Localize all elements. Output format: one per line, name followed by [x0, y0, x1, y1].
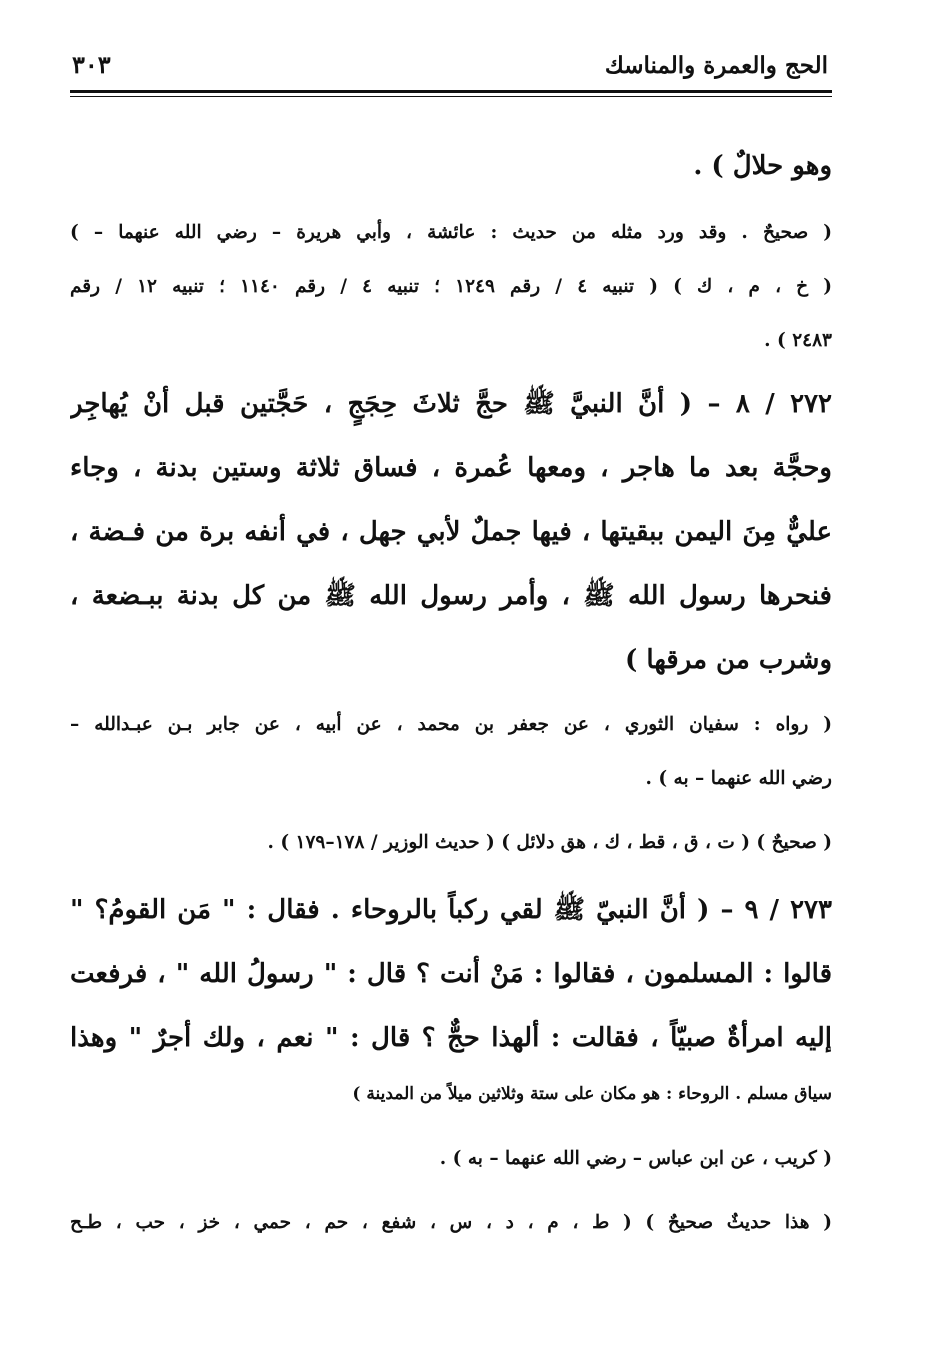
header-rule-thin [70, 96, 832, 97]
page-number: ٣٠٣ [72, 50, 111, 79]
text-line: رضي الله عنهما – به ) . [645, 768, 832, 789]
paragraph-narration-chain [70, 698, 832, 806]
text-line: ( خ ، م ، ك ) ( تنبيه ٤ / رقم ١٢٤٩ ؛ تنبيه ٤ / رقم ١١٤٠ ؛ تنبيه ١٢ / رقم [70, 276, 832, 297]
hadith-272 [70, 372, 832, 692]
running-title: الحج والعمرة والمناسك [604, 52, 828, 79]
text-line: فنحرها رسول الله ﷺ ، وأمر رسول الله ﷺ من كل بدنة ببـضعة ، [70, 581, 832, 611]
text-line: ( رواه : سفيان الثوري ، عن جعفر بن محمد ، عن أبيه ، عن جابر بـن عبـدالله – [70, 714, 832, 735]
text-line: ( هذا حديثٌ صحيحٌ ) ( ط ، م ، د ، س ، شفع ، حم ، حمي ، خز ، حب ، طـح [70, 1212, 832, 1233]
text-line: قالوا : المسلمون ، فقالوا : مَنْ أنت ؟ قال : " رسولُ الله " ، فرفعت [70, 959, 832, 989]
text-line: وحجَّة بعد ما هاجر ، ومعها عُمرة ، فساق ثلاثة وستين بدنة ، وجاء [70, 453, 832, 483]
paragraph-narration-chain-2 [70, 1132, 832, 1186]
text-line: ( صحيحٌ . وقد ورد مثله من حديث : عائشة ، وأبي هريرة – رضي الله عنهما – ) [70, 222, 832, 243]
text-line: وهو حلالٌ ) . [693, 151, 832, 181]
text-line: إليه امرأةٌ صبيّاً ، فقالت : ألهذا حجٌّ ؟ قال : " نعم ، ولك أجرٌ " وهذا [70, 1023, 832, 1053]
text-line: وشرب من مرقها ) [625, 645, 832, 675]
paragraph-grading-note [70, 206, 832, 368]
text-line: عليٌّ مِنَ اليمن ببقيتها ، فيها جملٌ لأبي جهل ، في أنفه برة من فـضة ، [70, 517, 832, 547]
header-rule-thick [70, 90, 832, 93]
page-header [70, 46, 832, 90]
hadith-273-gloss [70, 1072, 832, 1116]
paragraph-end-of-hadith [70, 134, 832, 198]
text-line: ٢٧٢ / ٨ – ( أنَّ النبيَّ ﷺ حجَّ ثلاثَ حِجَجٍ ، حَجَّتين قبل أنْ يُهاجِر [70, 389, 832, 419]
text-line: ٢٧٣ / ٩ – ( أنَّ النبيّ ﷺ لقي ركباً بالروحاء . فقال : " مَن القومُ؟ " [70, 895, 832, 925]
text-line: ( كريب ، عن ابن عباس – رضي الله عنهما – به ) . [439, 1148, 832, 1169]
paragraph-sources [70, 816, 832, 870]
text-line: سياق مسلم . الروحاء : هو مكان على ستة وثلاثين ميلاً من المدينة ) [352, 1084, 832, 1104]
text-line: ٢٤٨٣ ) . [764, 330, 832, 351]
paragraph-sources-2 [70, 1196, 832, 1250]
hadith-273 [70, 878, 832, 1070]
text-line: ( صحيحٌ ) ( ت ، ق ، قط ، ك ، هق دلائل ) ( حديث الوزير / ١٧٨–١٧٩ ) . [267, 832, 832, 853]
